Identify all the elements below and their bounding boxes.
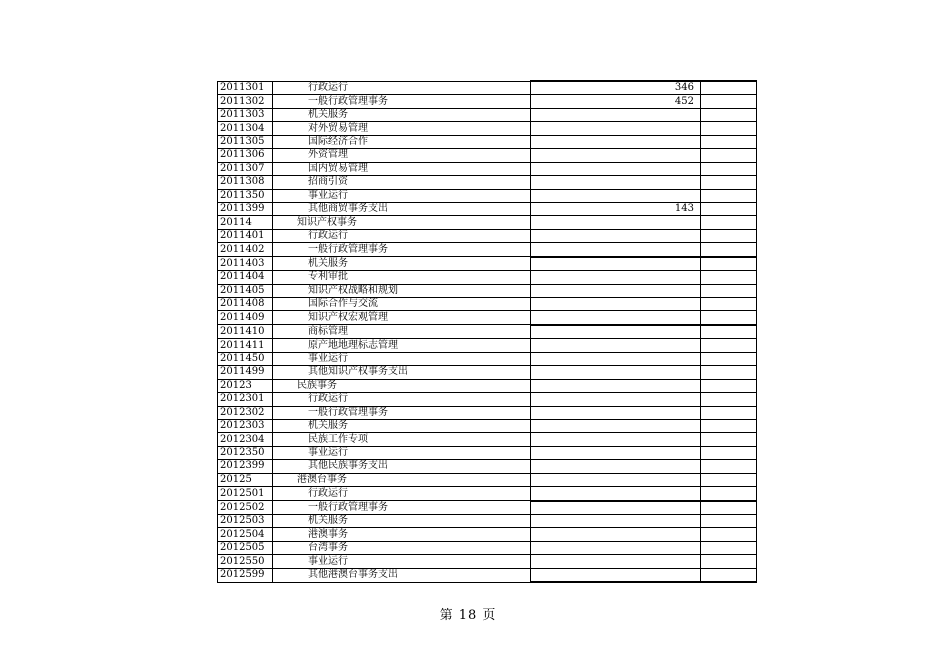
row-code-cell: 2012303 [218, 419, 273, 432]
row-extra-cell [701, 352, 757, 365]
row-name-cell: 台湾事务 [273, 541, 531, 554]
table-row [218, 541, 757, 554]
row-name-cell: 对外贸易管理 [273, 122, 531, 135]
row-code-cell: 20123 [218, 379, 273, 392]
row-code-cell: 2011408 [218, 298, 273, 311]
row-code-cell: 2012350 [218, 446, 273, 459]
row-extra-cell [701, 176, 757, 189]
row-name-cell: 事业运行 [273, 352, 531, 365]
table-row [218, 229, 757, 242]
row-extra-cell [701, 162, 757, 175]
row-code-cell: 2012301 [218, 393, 273, 406]
row-name-cell: 其他港澳台事务支出 [273, 568, 531, 582]
row-code-cell: 2011499 [218, 366, 273, 379]
budget-table [217, 80, 757, 583]
row-code-cell: 2012599 [218, 568, 273, 582]
row-code-cell: 2011307 [218, 162, 273, 175]
table-row [218, 352, 757, 365]
row-name-cell: 机关服务 [273, 257, 531, 271]
row-value-cell [531, 515, 701, 528]
row-name-cell: 其他知识产权事务支出 [273, 366, 531, 379]
row-name-cell: 其他商贸事务支出 [273, 202, 531, 215]
row-code-cell: 2011403 [218, 257, 273, 271]
table-row [218, 311, 757, 325]
row-name-cell: 知识产权事务 [273, 216, 531, 229]
row-value-cell [531, 229, 701, 242]
row-code-cell: 2012504 [218, 528, 273, 541]
row-value-cell [531, 528, 701, 541]
row-value-cell: 346 [531, 81, 701, 95]
row-extra-cell [701, 243, 757, 257]
row-extra-cell [701, 528, 757, 541]
row-code-cell: 2011399 [218, 202, 273, 215]
row-name-cell: 招商引资 [273, 176, 531, 189]
row-code-cell: 2011450 [218, 352, 273, 365]
row-name-cell: 港澳事务 [273, 528, 531, 541]
row-code-cell: 2011402 [218, 243, 273, 257]
row-extra-cell [701, 433, 757, 446]
row-extra-cell [701, 81, 757, 95]
row-extra-cell [701, 189, 757, 202]
row-name-cell: 商标管理 [273, 325, 531, 339]
row-name-cell: 行政运行 [273, 229, 531, 242]
row-value-cell: 143 [531, 202, 701, 215]
row-code-cell: 2012304 [218, 433, 273, 446]
table-row [218, 366, 757, 379]
row-value-cell [531, 419, 701, 432]
row-value-cell [531, 189, 701, 202]
row-extra-cell [701, 122, 757, 135]
row-name-cell: 国内贸易管理 [273, 162, 531, 175]
row-code-cell: 2011308 [218, 176, 273, 189]
table-row [218, 122, 757, 135]
table-row [218, 501, 757, 515]
row-code-cell: 2011404 [218, 271, 273, 284]
row-name-cell: 一般行政管理事务 [273, 406, 531, 419]
row-value-cell [531, 108, 701, 121]
row-extra-cell [701, 95, 757, 108]
row-value-cell [531, 243, 701, 257]
row-extra-cell [701, 229, 757, 242]
row-value-cell [531, 555, 701, 568]
row-name-cell: 国际合作与交流 [273, 298, 531, 311]
table-row [218, 379, 757, 392]
row-name-cell: 一般行政管理事务 [273, 501, 531, 515]
row-extra-cell [701, 135, 757, 148]
row-value-cell [531, 298, 701, 311]
table-row [218, 135, 757, 148]
row-name-cell: 港澳台事务 [273, 473, 531, 486]
row-value-cell [531, 325, 701, 339]
row-code-cell: 2011409 [218, 311, 273, 325]
table-row [218, 446, 757, 459]
table-row [218, 284, 757, 297]
row-name-cell: 机关服务 [273, 108, 531, 121]
row-code-cell: 2011411 [218, 339, 273, 352]
row-code-cell: 2011410 [218, 325, 273, 339]
row-name-cell: 行政运行 [273, 487, 531, 501]
row-value-cell [531, 135, 701, 148]
row-value-cell [531, 122, 701, 135]
row-value-cell [531, 176, 701, 189]
table-row [218, 473, 757, 486]
row-extra-cell [701, 406, 757, 419]
row-code-cell: 2011306 [218, 149, 273, 162]
row-name-cell: 专利审批 [273, 271, 531, 284]
row-extra-cell [701, 393, 757, 406]
row-value-cell [531, 311, 701, 325]
row-name-cell: 国际经济合作 [273, 135, 531, 148]
row-extra-cell [701, 501, 757, 515]
table-row [218, 419, 757, 432]
row-extra-cell [701, 473, 757, 486]
row-name-cell: 民族事务 [273, 379, 531, 392]
row-name-cell: 其他民族事务支出 [273, 460, 531, 473]
table-row [218, 406, 757, 419]
row-name-cell: 民族工作专项 [273, 433, 531, 446]
table-row [218, 202, 757, 215]
row-name-cell: 事业运行 [273, 555, 531, 568]
table-row [218, 393, 757, 406]
row-value-cell: 452 [531, 95, 701, 108]
row-value-cell [531, 162, 701, 175]
row-code-cell: 2012399 [218, 460, 273, 473]
table-row [218, 528, 757, 541]
table-row [218, 460, 757, 473]
row-extra-cell [701, 202, 757, 215]
row-name-cell: 机关服务 [273, 515, 531, 528]
row-value-cell [531, 541, 701, 554]
row-value-cell [531, 149, 701, 162]
row-name-cell: 机关服务 [273, 419, 531, 432]
row-code-cell: 2011305 [218, 135, 273, 148]
row-value-cell [531, 460, 701, 473]
page-number: 第 18 页 [439, 608, 497, 623]
row-code-cell: 2012502 [218, 501, 273, 515]
row-extra-cell [701, 446, 757, 459]
row-code-cell: 20125 [218, 473, 273, 486]
row-value-cell [531, 216, 701, 229]
table-row [218, 189, 757, 202]
row-value-cell [531, 257, 701, 271]
table-row [218, 81, 757, 95]
row-code-cell: 2012550 [218, 555, 273, 568]
row-extra-cell [701, 311, 757, 325]
row-value-cell [531, 284, 701, 297]
row-code-cell: 2011302 [218, 95, 273, 108]
row-value-cell [531, 352, 701, 365]
row-extra-cell [701, 555, 757, 568]
table-row [218, 433, 757, 446]
row-name-cell: 行政运行 [273, 393, 531, 406]
row-extra-cell [701, 541, 757, 554]
row-name-cell: 一般行政管理事务 [273, 95, 531, 108]
row-extra-cell [701, 149, 757, 162]
row-extra-cell [701, 325, 757, 339]
table-row [218, 216, 757, 229]
table-row [218, 487, 757, 501]
row-extra-cell [701, 568, 757, 582]
row-extra-cell [701, 216, 757, 229]
table-row [218, 555, 757, 568]
row-name-cell: 事业运行 [273, 446, 531, 459]
table-row [218, 257, 757, 271]
row-extra-cell [701, 298, 757, 311]
row-name-cell: 一般行政管理事务 [273, 243, 531, 257]
row-value-cell [531, 271, 701, 284]
budget-table-body [218, 81, 757, 582]
row-extra-cell [701, 460, 757, 473]
table-row [218, 298, 757, 311]
row-code-cell: 2011350 [218, 189, 273, 202]
table-row [218, 339, 757, 352]
row-value-cell [531, 379, 701, 392]
table-row [218, 271, 757, 284]
row-name-cell: 事业运行 [273, 189, 531, 202]
table-row [218, 108, 757, 121]
row-value-cell [531, 473, 701, 486]
row-extra-cell [701, 257, 757, 271]
table-row [218, 243, 757, 257]
table-row [218, 568, 757, 582]
row-value-cell [531, 393, 701, 406]
row-value-cell [531, 433, 701, 446]
row-name-cell: 知识产权宏观管理 [273, 311, 531, 325]
row-value-cell [531, 501, 701, 515]
row-code-cell: 2012505 [218, 541, 273, 554]
row-code-cell: 2011303 [218, 108, 273, 121]
row-extra-cell [701, 271, 757, 284]
row-extra-cell [701, 379, 757, 392]
row-name-cell: 知识产权战略和规划 [273, 284, 531, 297]
table-row [218, 95, 757, 108]
row-value-cell [531, 487, 701, 501]
row-code-cell: 2011301 [218, 81, 273, 95]
row-extra-cell [701, 419, 757, 432]
table-row [218, 325, 757, 339]
row-code-cell: 2011405 [218, 284, 273, 297]
row-value-cell [531, 446, 701, 459]
row-value-cell [531, 568, 701, 582]
row-code-cell: 2011401 [218, 229, 273, 242]
row-value-cell [531, 406, 701, 419]
row-code-cell: 20114 [218, 216, 273, 229]
table-row [218, 149, 757, 162]
row-extra-cell [701, 339, 757, 352]
row-extra-cell [701, 515, 757, 528]
row-code-cell: 2012503 [218, 515, 273, 528]
row-extra-cell [701, 366, 757, 379]
row-extra-cell [701, 108, 757, 121]
row-name-cell: 原产地地理标志管理 [273, 339, 531, 352]
row-code-cell: 2012501 [218, 487, 273, 501]
table-row [218, 176, 757, 189]
table-row [218, 515, 757, 528]
row-name-cell: 行政运行 [273, 81, 531, 95]
row-extra-cell [701, 487, 757, 501]
row-value-cell [531, 366, 701, 379]
row-code-cell: 2011304 [218, 122, 273, 135]
row-name-cell: 外资管理 [273, 149, 531, 162]
row-code-cell: 2012302 [218, 406, 273, 419]
table-row [218, 162, 757, 175]
row-value-cell [531, 339, 701, 352]
row-extra-cell [701, 284, 757, 297]
